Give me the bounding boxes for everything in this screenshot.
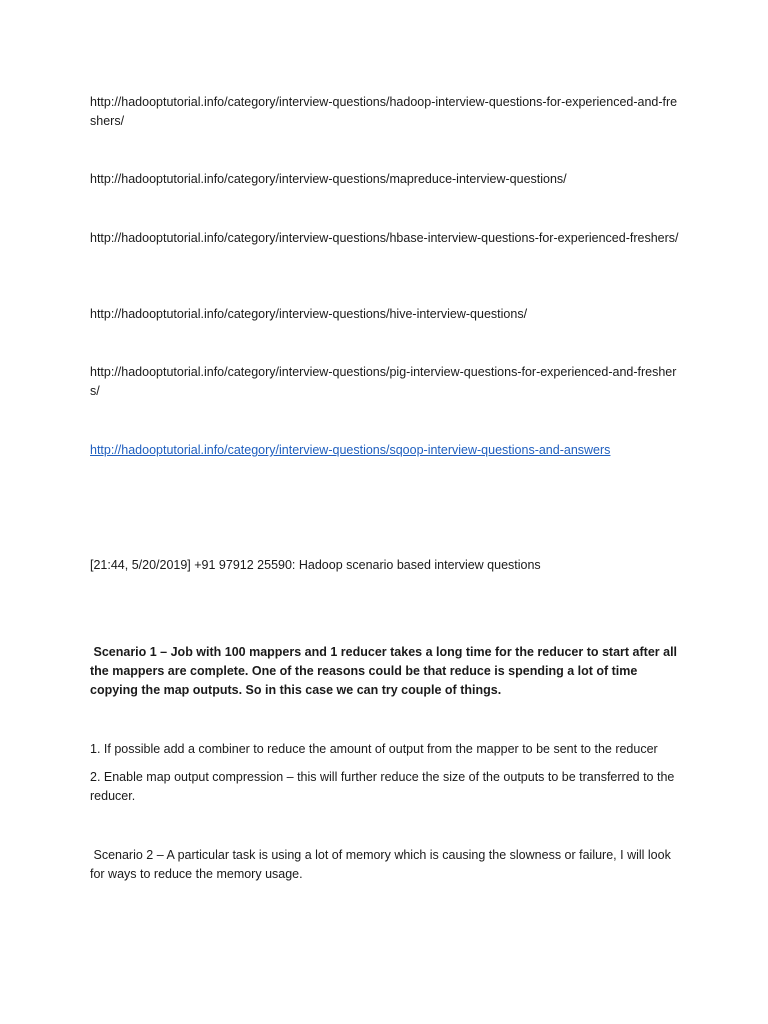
url-text-hive-questions: http://hadooptutorial.info/category/interview-questions/hive-interview-questions/ — [90, 307, 528, 321]
sqoop-link-line — [90, 441, 682, 460]
chat-message-line: [21:44, 5/20/2019] +91 97912 25590: Hadoop scenario based interview questions — [90, 558, 541, 572]
tip-compression: 2. Enable map output compression – this will further reduce the size of the outputs to be transferred to the reducer. — [90, 770, 675, 803]
url-text-hadoop-questions: http://hadooptutorial.info/category/interview-questions/hadoop-interview-questions-for-experienced-and-freshers/ — [90, 95, 678, 128]
url-text-mapreduce-questions: http://hadooptutorial.info/category/interview-questions/mapreduce-interview-questions/ — [90, 172, 567, 186]
tip-combiner: 1. If possible add a combiner to reduce the amount of output from the mapper to be sent to the reducer — [90, 742, 658, 756]
scenario-1-paragraph: Scenario 1 – Job with 100 mappers and 1 reducer takes a long time for the reducer to start after all the mappers are complete. One of the reasons could be that reduce is spending a lot of time copying the map outputs. So in this case we can try couple of things. — [90, 645, 681, 697]
url-text-pig-questions: http://hadooptutorial.info/category/interview-questions/pig-interview-questions-for-experienced-and-freshers/ — [90, 365, 677, 398]
sqoop-hyperlink[interactable]: http://hadooptutorial.info/category/interview-questions/sqoop-interview-questions-and-answers — [90, 443, 611, 457]
scenario-2-paragraph: Scenario 2 – A particular task is using a lot of memory which is causing the slowness or failure, I will look for ways to reduce the memory usage. — [90, 848, 675, 881]
url-text-hbase-questions: http://hadooptutorial.info/category/interview-questions/hbase-interview-questions-for-experienced-freshers/ — [90, 231, 679, 245]
